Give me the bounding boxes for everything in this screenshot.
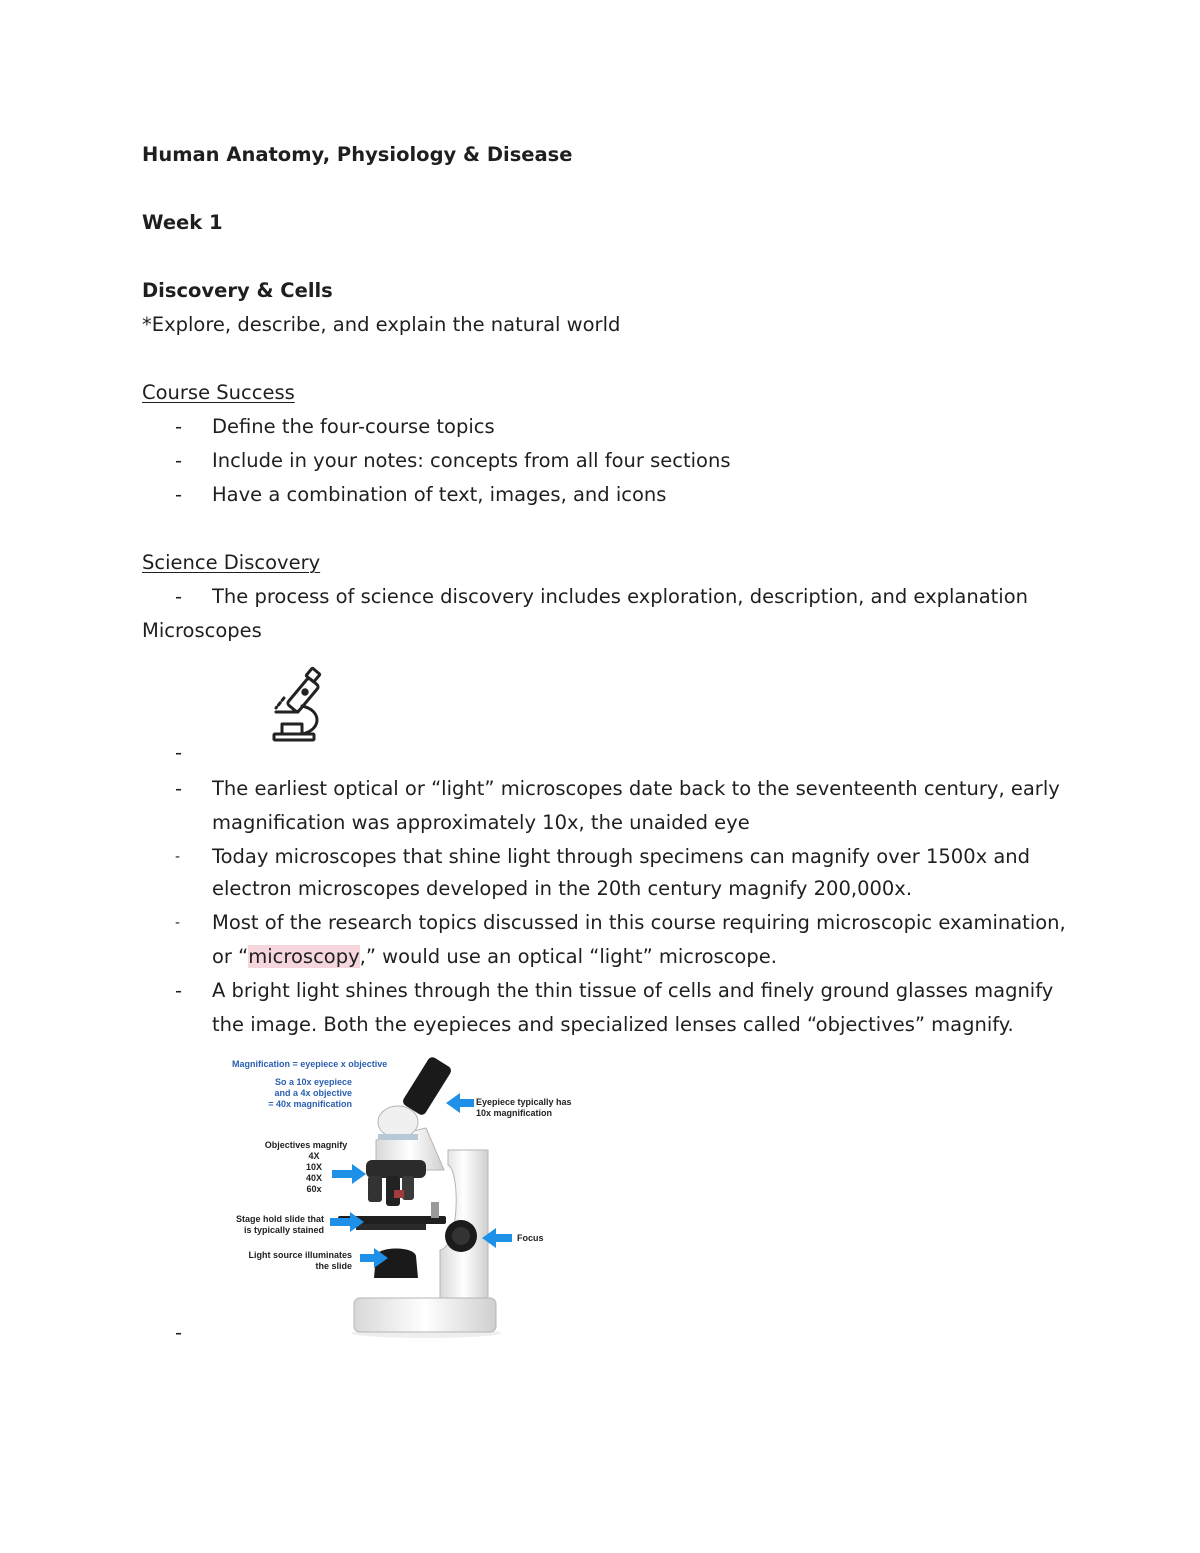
list-item: Define the four-course topics — [212, 415, 495, 438]
list-bullet: - — [175, 585, 183, 608]
text-fragment: or “ — [212, 945, 249, 968]
list-item-line: Most of the research topics discussed in this course requiring microscopic examination, — [212, 911, 1066, 934]
list-bullet: - — [175, 849, 181, 865]
list-bullet: - — [175, 979, 183, 1002]
list-bullet: - — [175, 741, 183, 764]
list-item: Have a combination of text, images, and icons — [212, 483, 667, 506]
section-heading: Discovery & Cells — [142, 279, 333, 302]
list-item-line: A bright light shines through the thin tissue of cells and finely ground glasses magnify — [212, 979, 1054, 1002]
list-bullet: - — [175, 915, 181, 931]
microscope-diagram — [226, 1050, 586, 1340]
course-success-heading: Course Success — [142, 381, 295, 404]
list-item-line: Today microscopes that shine light through specimens can magnify over 1500x and — [212, 845, 1031, 868]
list-item-line: magnification was approximately 10x, the unaided eye — [212, 811, 750, 834]
figure-label-eyepiece: Eyepiece typically has — [476, 1097, 572, 1107]
figure-label-objectives: 40X — [305, 1173, 323, 1183]
list-bullet: - — [175, 483, 183, 506]
figure-formula: Magnification = eyepiece x objective — [232, 1059, 388, 1069]
list-bullet: - — [175, 449, 183, 472]
figure-label-objectives: 4X — [308, 1151, 320, 1161]
list-item: The process of science discovery includes exploration, description, and explanation — [212, 585, 1029, 608]
figure-label-objectives: 60x — [306, 1184, 322, 1194]
list-bullet: - — [175, 777, 183, 800]
text-fragment: ,” would use an optical “light” microscope. — [359, 945, 777, 968]
figure-label-eyepiece: 10x magnification — [476, 1108, 553, 1118]
science-discovery-heading: Science Discovery — [142, 551, 321, 574]
list-item-line: the image. Both the eyepieces and specialized lenses called “objectives” magnify. — [212, 1013, 1014, 1036]
highlighted-term: microscopy — [248, 945, 360, 968]
week-heading: Week 1 — [142, 211, 223, 234]
microscopes-heading: Microscopes — [142, 619, 262, 642]
list-bullet: - — [175, 1321, 183, 1344]
list-item: Include in your notes: concepts from all four sections — [212, 449, 731, 472]
figure-example-line: and a 4x objective — [274, 1088, 352, 1098]
figure-label-stage: is typically stained — [243, 1225, 324, 1235]
figure-label-objectives: 10X — [305, 1162, 323, 1172]
figure-label-stage: Stage hold slide that — [235, 1214, 324, 1224]
figure-example-line: So a 10x eyepiece — [274, 1077, 352, 1087]
microscope-icon — [268, 666, 328, 746]
list-item-line: electron microscopes developed in the 20th century magnify 200,000x. — [212, 877, 913, 900]
list-bullet: - — [175, 415, 183, 438]
figure-example-line: = 40x magnification — [268, 1099, 352, 1109]
document-title: Human Anatomy, Physiology & Disease — [142, 143, 573, 166]
figure-label-objectives: Objectives magnify — [264, 1140, 348, 1150]
figure-label-light: the slide — [315, 1261, 352, 1271]
figure-label-focus: Focus — [517, 1233, 544, 1243]
figure-label-light: Light source illuminates — [248, 1250, 352, 1260]
list-item-line: The earliest optical or “light” microscopes date back to the seventeenth century, early — [212, 777, 1060, 800]
section-intro: *Explore, describe, and explain the natural world — [142, 313, 621, 336]
list-item-line — [212, 940, 777, 974]
